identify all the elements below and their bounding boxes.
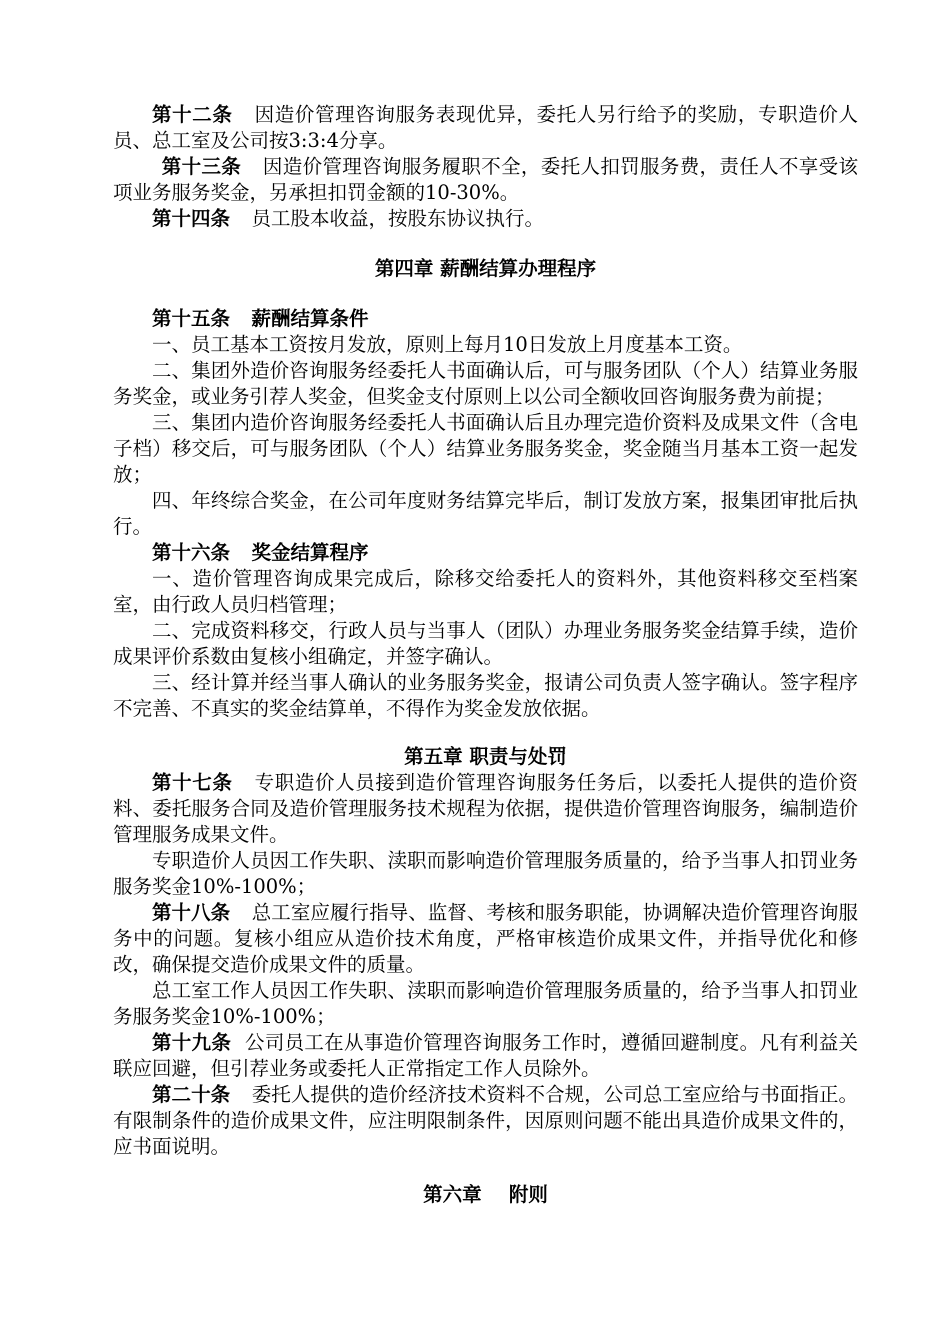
article-text: 员工股本收益，按股东协议执行。 xyxy=(251,207,544,230)
article-text: 因造价管理咨询服务履职不全，委托人扣罚服务费，责任人不享受该项业务服务奖金，另承担扣罚金额的10-30%。 xyxy=(113,155,858,204)
article-16-heading xyxy=(113,540,858,566)
article-heading: 奖金结算程序 xyxy=(251,541,369,564)
article-heading: 薪酬结算条件 xyxy=(251,307,369,330)
article-label: 第二十条 xyxy=(152,1083,231,1106)
article-label: 第十六条 xyxy=(152,541,231,564)
document-body xyxy=(113,102,858,1208)
article-16-item-3: 三、经计算并经当事人确认的业务服务奖金，报请公司负责人签字确认。签字程序不完善、不真实的奖金结算单，不得作为奖金发放依据。 xyxy=(113,671,858,720)
article-text: 委托人提供的造价经济技术资料不合规，公司总工室应给与书面指正。有限制条件的造价成果文件，应注明限制条件，因原则问题不能出具造价成果文件的，应书面说明。 xyxy=(113,1083,858,1158)
article-17-penalty: 专职造价人员因工作失职、渎职而影响造价管理服务质量的，给予当事人扣罚业务服务奖金10%-100%； xyxy=(113,849,858,898)
article-label: 第十二条 xyxy=(152,103,233,126)
article-text: 公司员工在从事造价管理咨询服务工作时，遵循回避制度。凡有利益关联应回避，但引荐业务或委托人正常指定工作人员除外。 xyxy=(113,1031,858,1080)
article-16-item-2: 二、完成资料移交，行政人员与当事人（团队）办理业务服务奖金结算手续，造价成果评价系数由复核小组确定，并签字确认。 xyxy=(113,619,858,668)
article-20 xyxy=(113,1082,858,1160)
article-14 xyxy=(113,206,858,232)
article-16-item-1: 一、造价管理咨询成果完成后，除移交给委托人的资料外，其他资料移交至档案室，由行政人员归档管理； xyxy=(113,567,858,616)
chapter-5-title: 第五章 职责与处罚 xyxy=(404,745,567,768)
article-15-item-2: 二、集团外造价咨询服务经委托人书面确认后，可与服务团队（个人）结算业务服务奖金，或业务引荐人奖金，但奖金支付原则上以公司全额收回咨询服务费为前提； xyxy=(113,359,858,408)
article-12 xyxy=(113,102,858,154)
article-text: 专职造价人员接到造价管理咨询服务任务后，以委托人提供的造价资料、委托服务合同及造价管理服务技术规程为依据，提供造价管理咨询服务，编制造价管理服务成果文件。 xyxy=(113,771,858,846)
article-label: 第十九条 xyxy=(152,1031,232,1054)
chapter-6-title: 第六章 附则 xyxy=(423,1183,548,1206)
article-18-penalty: 总工室工作人员因工作失职、渎职而影响造价管理服务质量的，给予当事人扣罚业务服务奖金10%-100%； xyxy=(113,979,858,1028)
article-text: 总工室应履行指导、监督、考核和服务职能，协调解决造价管理咨询服务中的问题。复核小组应从造价技术角度，严格审核造价成果文件，并指导优化和修改，确保提交造价成果文件的质量。 xyxy=(113,901,858,976)
article-15-item-1: 一、员工基本工资按月发放，原则上每月10日发放上月度基本工资。 xyxy=(152,333,743,356)
article-label: 第十七条 xyxy=(152,771,233,794)
article-19 xyxy=(113,1030,858,1082)
article-15-item-3: 三、集团内造价咨询服务经委托人书面确认后且办理完造价资料及成果文件（含电子档）移交后，可与服务团队（个人）结算业务服务奖金，奖金随当月基本工资一起发放； xyxy=(113,411,858,486)
article-17 xyxy=(113,770,858,848)
article-text: 因造价管理咨询服务表现优异，委托人另行给予的奖励，专职造价人员、总工室及公司按3:3:4分享。 xyxy=(113,103,858,152)
chapter-4-title: 第四章 薪酬结算办理程序 xyxy=(374,257,597,280)
article-label: 第十五条 xyxy=(152,307,231,330)
article-18 xyxy=(113,900,858,978)
article-15-heading xyxy=(113,306,858,332)
article-label: 第十四条 xyxy=(152,207,231,230)
article-15-item-4: 四、年终综合奖金，在公司年度财务结算完毕后，制订发放方案，报集团审批后执行。 xyxy=(113,489,858,538)
article-label: 第十八条 xyxy=(152,901,231,924)
article-13 xyxy=(113,154,858,206)
article-label: 第十三条 xyxy=(161,155,242,178)
